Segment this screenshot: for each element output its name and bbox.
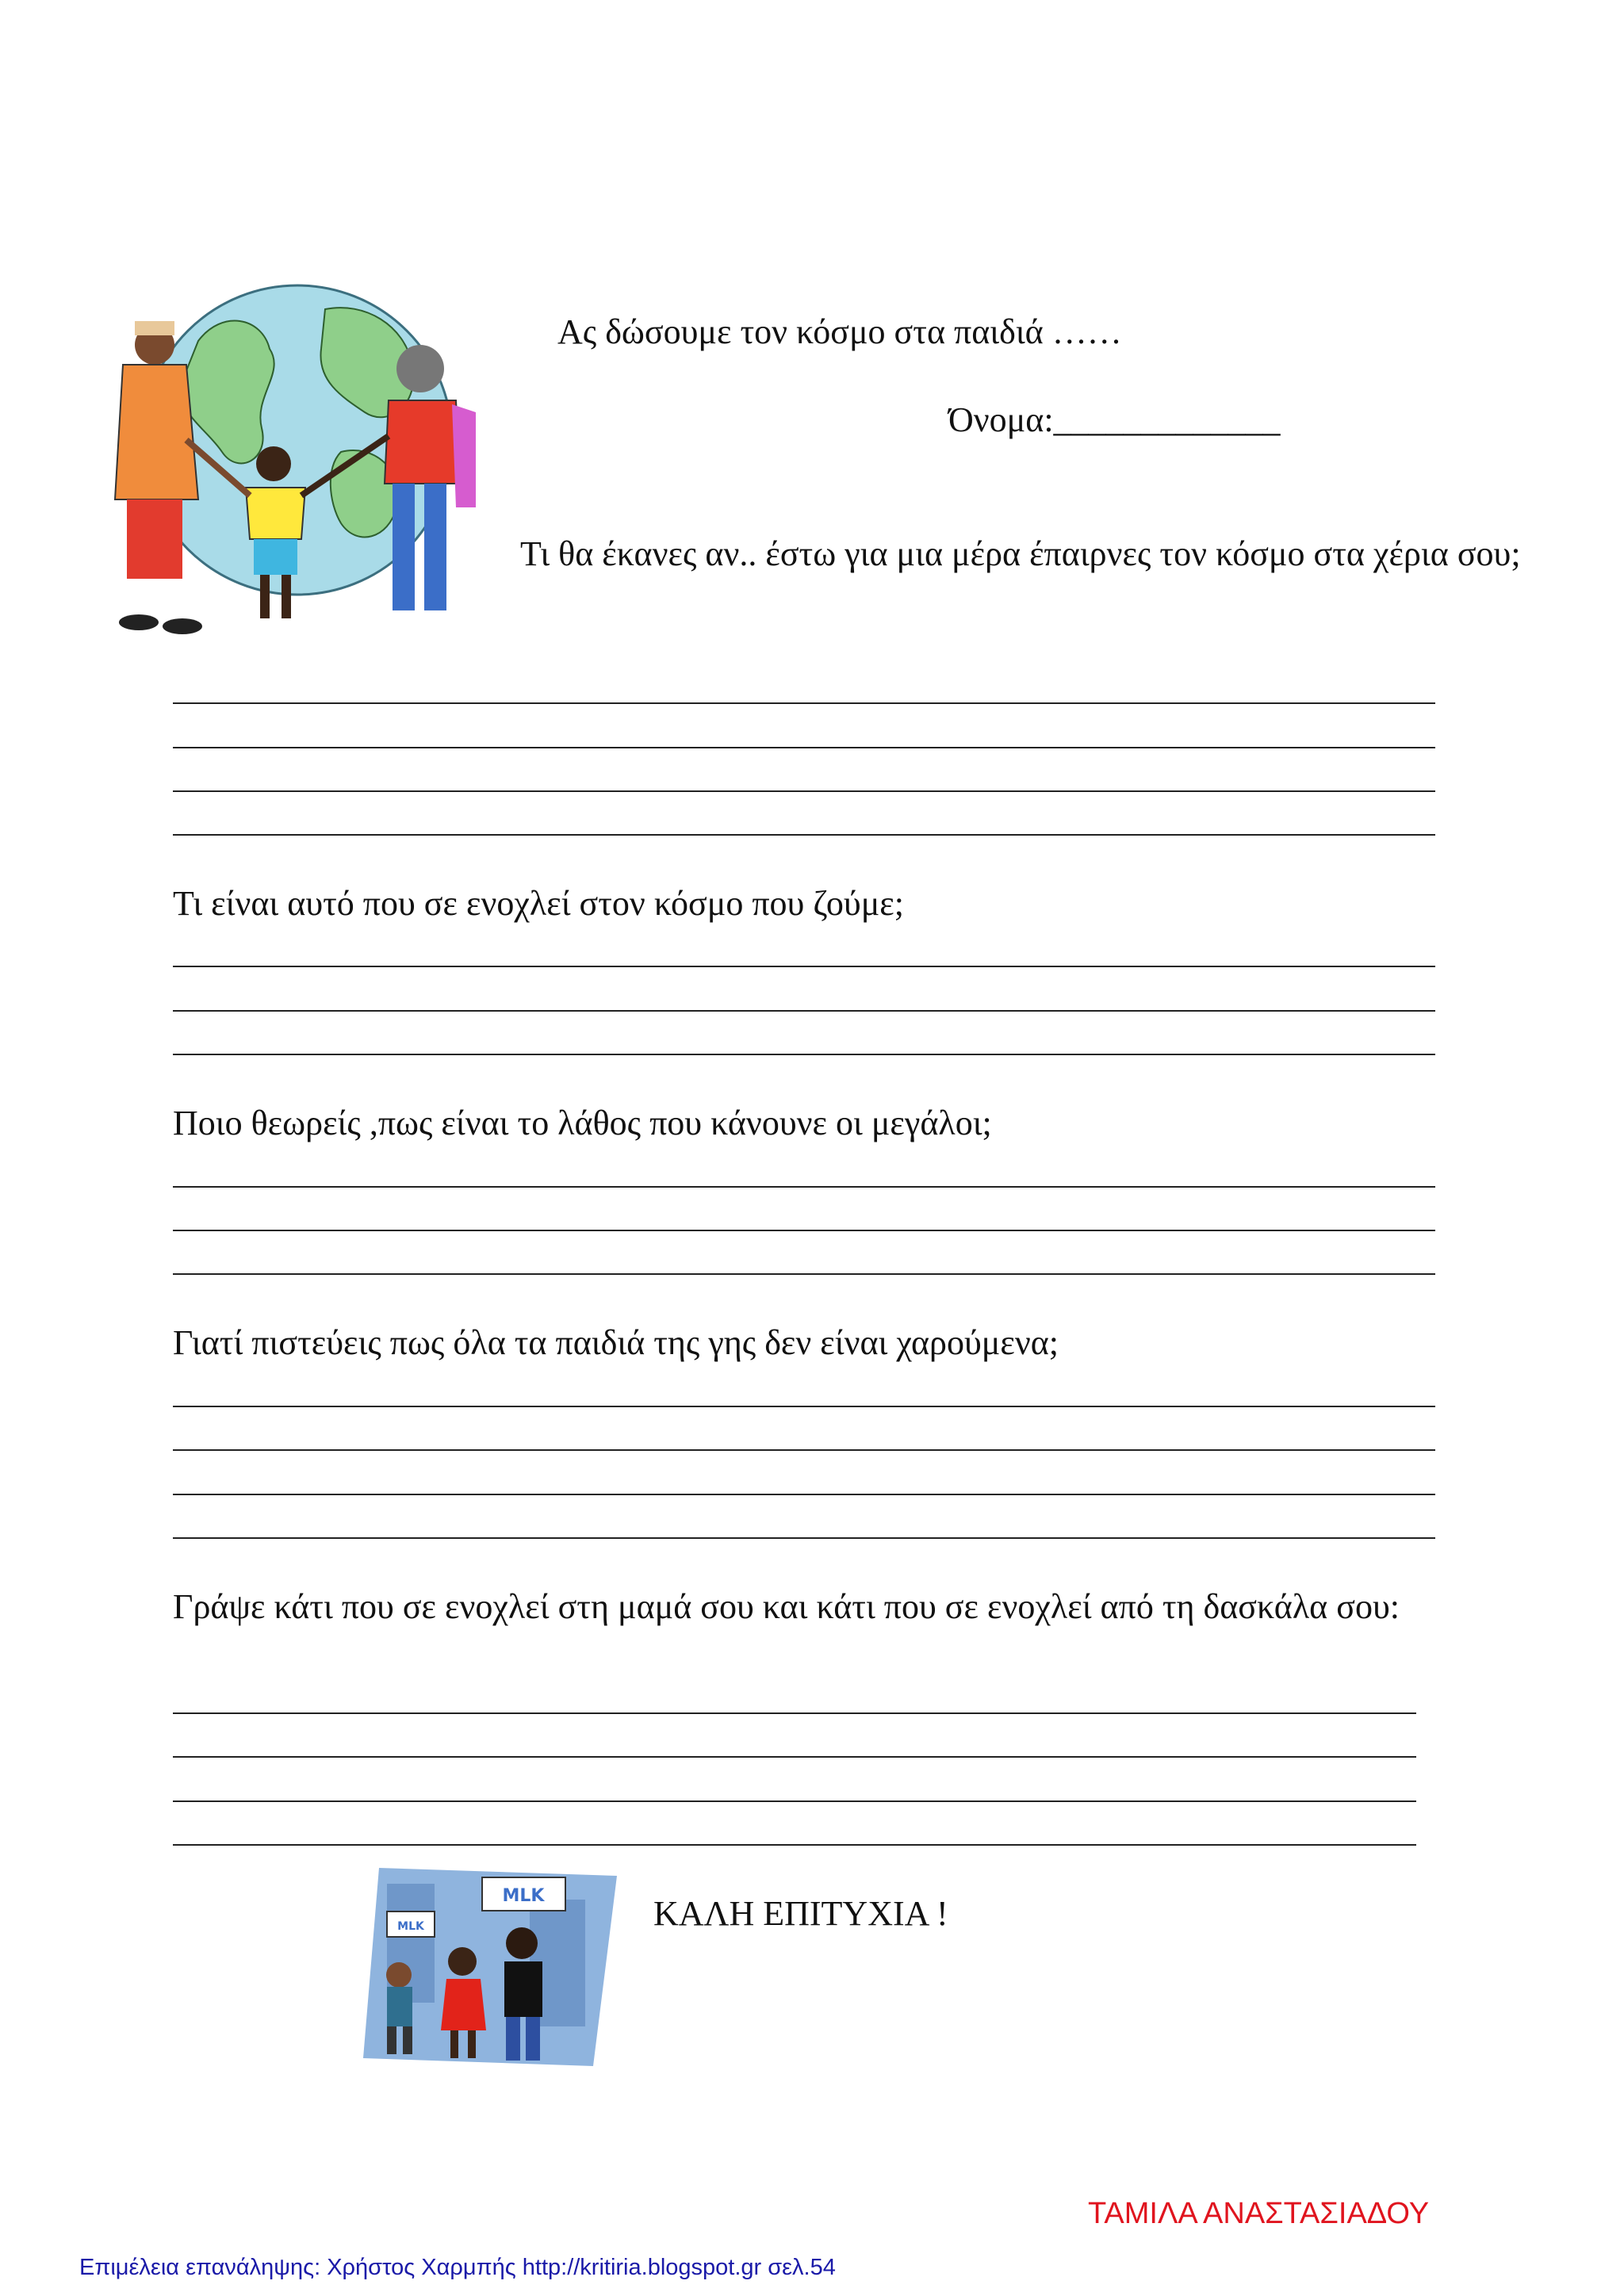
question-3: Ποιο θεωρείς ,πως είναι το λάθος που κάνουνε οι μεγάλοι; <box>173 1104 992 1142</box>
answer-line[interactable] <box>173 1186 1435 1188</box>
answer-line[interactable] <box>173 1800 1416 1802</box>
mlk-march-clipart <box>363 1868 617 2066</box>
name-blank: _____________ <box>1053 400 1281 439</box>
answer-line[interactable] <box>173 1537 1435 1539</box>
answer-line[interactable] <box>173 966 1435 967</box>
answer-line[interactable] <box>173 747 1435 748</box>
answer-line[interactable] <box>173 1054 1435 1055</box>
answer-line[interactable] <box>173 1756 1416 1758</box>
mlk-sign-text: MLK <box>502 1886 545 1906</box>
answer-line[interactable] <box>173 1494 1435 1495</box>
answer-line[interactable] <box>173 790 1435 792</box>
name-label: Όνομα: <box>948 400 1054 439</box>
question-2: Τι είναι αυτό που σε ενοχλεί στον κόσμο που ζούμε; <box>173 884 905 923</box>
question-4: Γιατί πιστεύεις πως όλα τα παιδιά της γης δεν είναι χαρούμενα; <box>173 1323 1059 1362</box>
name-field[interactable] <box>948 399 1281 442</box>
question-5: Γράψε κάτι που σε ενοχλεί στη μαμά σου και κάτι που σε ενοχλεί από τη δασκάλα σου: <box>173 1587 1400 1626</box>
mlk-sign-small <box>387 1911 435 1937</box>
closing-message: ΚΑΛΗ ΕΠΙΤΥΧΙΑ ! <box>653 1894 948 1933</box>
question-1: Τι θα έκανες αν.. έστω για μια μέρα έπαιρνες τον κόσμο στα χέρια σου; <box>520 534 1521 573</box>
answer-line[interactable] <box>173 834 1435 836</box>
mlk-sign-large <box>482 1877 565 1911</box>
answer-line[interactable] <box>173 1010 1435 1012</box>
worksheet-title: Ας δώσουμε τον κόσμο στα παιδιά …… <box>557 312 1122 351</box>
answer-line[interactable] <box>173 1449 1435 1451</box>
author-name: ΤΑΜΙΛΑ ΑΝΑΣΤΑΣΙΑΔΟΥ <box>1088 2197 1430 2230</box>
answer-line[interactable] <box>173 1406 1435 1407</box>
answer-line[interactable] <box>173 1230 1435 1231</box>
mlk-sign-small-text: MLK <box>397 1920 424 1933</box>
answer-line[interactable] <box>173 1273 1435 1275</box>
credit-line: Επιμέλεια επανάληψης: Χρήστος Χαρμπής http://kritiria.blogspot.gr σελ.54 <box>79 2255 836 2280</box>
answer-line[interactable] <box>173 1712 1416 1714</box>
answer-line[interactable] <box>173 702 1435 704</box>
answer-line[interactable] <box>173 1844 1416 1846</box>
world-children-clipart <box>103 277 500 642</box>
